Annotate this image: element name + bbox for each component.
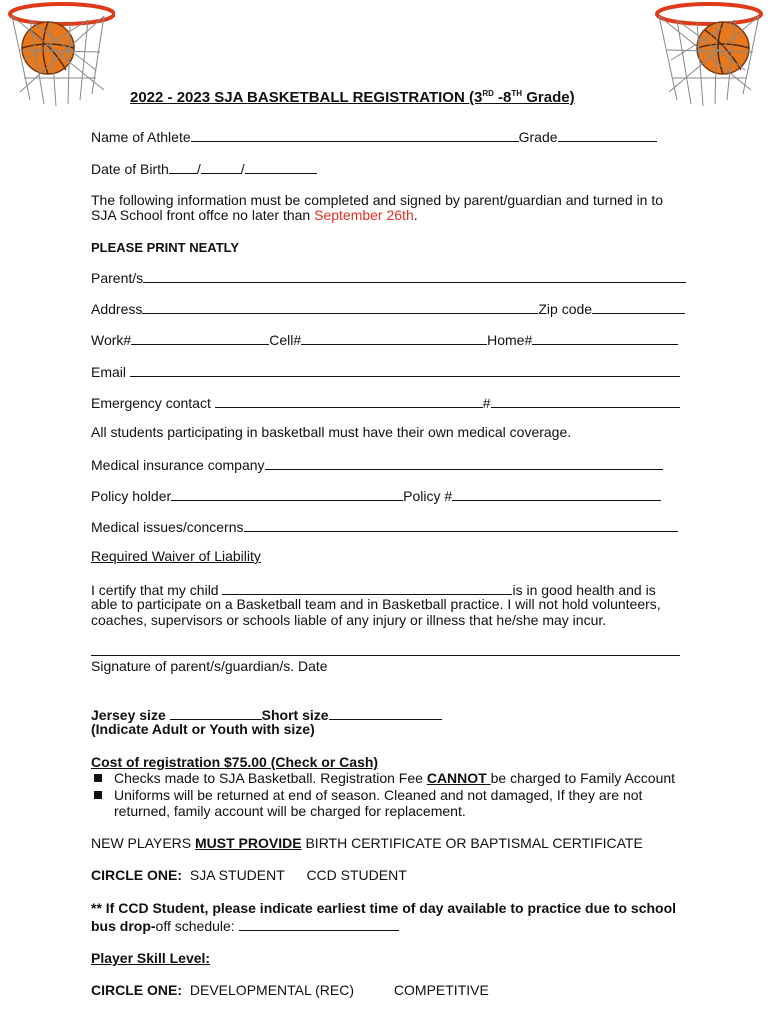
cost-heading: Cost of registration $75.00 (Check or Cash) (91, 754, 379, 770)
zip-label: Zip code (538, 301, 593, 317)
signature-label: Signature of parent/s/guardian/s. Date (91, 658, 328, 674)
deadline-text: September 26th (314, 207, 414, 223)
instructions-line-1: The following information must be completed and signed by parent/guardian and turned in to (91, 192, 664, 208)
dob-month-field[interactable] (169, 159, 197, 174)
jersey-field[interactable] (170, 705, 262, 720)
medical-issues-field[interactable] (244, 517, 678, 532)
policy-number-field[interactable] (452, 486, 661, 501)
address-row (91, 299, 685, 317)
policy-number-label: Policy # (403, 488, 453, 504)
insurance-label: Medical insurance company (91, 457, 265, 473)
athlete-field[interactable] (191, 127, 519, 142)
waiver-line-2: able to participate on a Basketball team and in Basketball practice. I will not hold volunteers, (91, 596, 661, 612)
medical-issues-row (91, 517, 678, 535)
basketball-hoop-right-icon (655, 0, 770, 110)
skill-level-row (91, 982, 489, 998)
signature-field[interactable] (91, 655, 680, 656)
instructions-line-2: SJA School front offce no later than September 26th. (91, 207, 418, 223)
email-field[interactable] (130, 362, 680, 377)
cost-bullet-1: Checks made to SJA Basketball. Registration Fee CANNOT be charged to Family Account (94, 770, 675, 786)
home-label: Home# (487, 332, 533, 348)
policy-holder-field[interactable] (171, 486, 403, 501)
ccd-note-line-2: bus drop-off schedule: (91, 916, 399, 934)
cell-field[interactable] (301, 330, 487, 345)
athlete-label: Name of Athlete (91, 129, 191, 145)
student-type-row (91, 867, 407, 883)
grade-field[interactable] (558, 127, 657, 142)
work-field[interactable] (131, 330, 269, 345)
waiver-heading: Required Waiver of Liability (91, 548, 261, 564)
option-developmental[interactable]: DEVELOPMENTAL (REC) (189, 982, 355, 998)
dob-slash: / (196, 161, 201, 177)
emergency-label: Emergency contact (91, 395, 211, 411)
home-field[interactable] (532, 330, 678, 345)
email-label: Email (91, 364, 127, 380)
bullet-icon (94, 774, 102, 782)
athlete-row (91, 127, 657, 145)
basketball-hoop-left-icon (0, 0, 115, 110)
medical-coverage-notice: All students participating in basketball must have their own medical coverage. (91, 424, 572, 440)
circle-one-label: CIRCLE ONE: (91, 982, 182, 998)
work-label: Work# (91, 332, 132, 348)
insurance-field[interactable] (265, 455, 663, 470)
short-label: Short size (261, 707, 329, 723)
parents-label: Parent/s (91, 270, 144, 286)
address-label: Address (91, 301, 143, 317)
medical-issues-label: Medical issues/concerns (91, 519, 244, 535)
cost-bullet-2: Uniforms will be returned at end of season. Cleaned and not damaged, If they are not (94, 787, 642, 803)
policy-row (91, 486, 661, 504)
dob-year-field[interactable] (245, 159, 317, 174)
cell-label: Cell# (269, 332, 302, 348)
skill-heading: Player Skill Level: (91, 950, 211, 966)
dob-label: Date of Birth (91, 161, 169, 177)
dob-row (91, 159, 317, 177)
waiver-line-1: I certify that my child is in good health and is (91, 582, 656, 598)
short-field[interactable] (329, 705, 442, 720)
parents-field[interactable] (143, 268, 686, 283)
address-field[interactable] (142, 299, 538, 314)
option-sja-student[interactable]: SJA STUDENT (189, 867, 285, 883)
email-row (91, 362, 680, 380)
waiver-line-3: coaches, supervisors or schools liable of any injury or illness that he/she may incur. (91, 612, 607, 628)
phones-row (91, 330, 678, 348)
page-title: 2022 - 2023 SJA BASKETBALL REGISTRATION (3RD -8TH Grade) (130, 89, 575, 106)
emergency-phone-label: # (482, 395, 491, 411)
option-competitive[interactable]: COMPETITIVE (393, 982, 489, 998)
jersey-label: Jersey size (91, 707, 170, 723)
emergency-name-field[interactable] (215, 393, 483, 408)
dob-day-field[interactable] (201, 159, 241, 174)
bullet-icon (94, 791, 102, 799)
print-neatly-note: PLEASE PRINT NEATLY (91, 240, 240, 255)
cost-bullet-2-cont: returned, family account will be charged for replacement. (114, 803, 466, 819)
grade-label: Grade (518, 129, 558, 145)
child-name-field[interactable] (222, 580, 512, 595)
policy-holder-label: Policy holder (91, 488, 172, 504)
emergency-row (91, 393, 680, 411)
new-players-note: NEW PLAYERS MUST PROVIDE BIRTH CERTIFICATE OR BAPTISMAL CERTIFICATE (91, 835, 643, 851)
ccd-time-field[interactable] (239, 916, 399, 931)
dob-slash: / (240, 161, 245, 177)
circle-one-label: CIRCLE ONE: (91, 867, 182, 883)
zip-field[interactable] (592, 299, 685, 314)
sizes-note: (Indicate Adult or Youth with size) (91, 721, 315, 737)
option-ccd-student[interactable]: CCD STUDENT (306, 867, 407, 883)
parents-row (91, 268, 686, 286)
insurance-row (91, 455, 663, 473)
ccd-note-line-1: ** If CCD Student, please indicate earliest time of day available to practice due to school (91, 900, 677, 916)
emergency-phone-field[interactable] (491, 393, 680, 408)
